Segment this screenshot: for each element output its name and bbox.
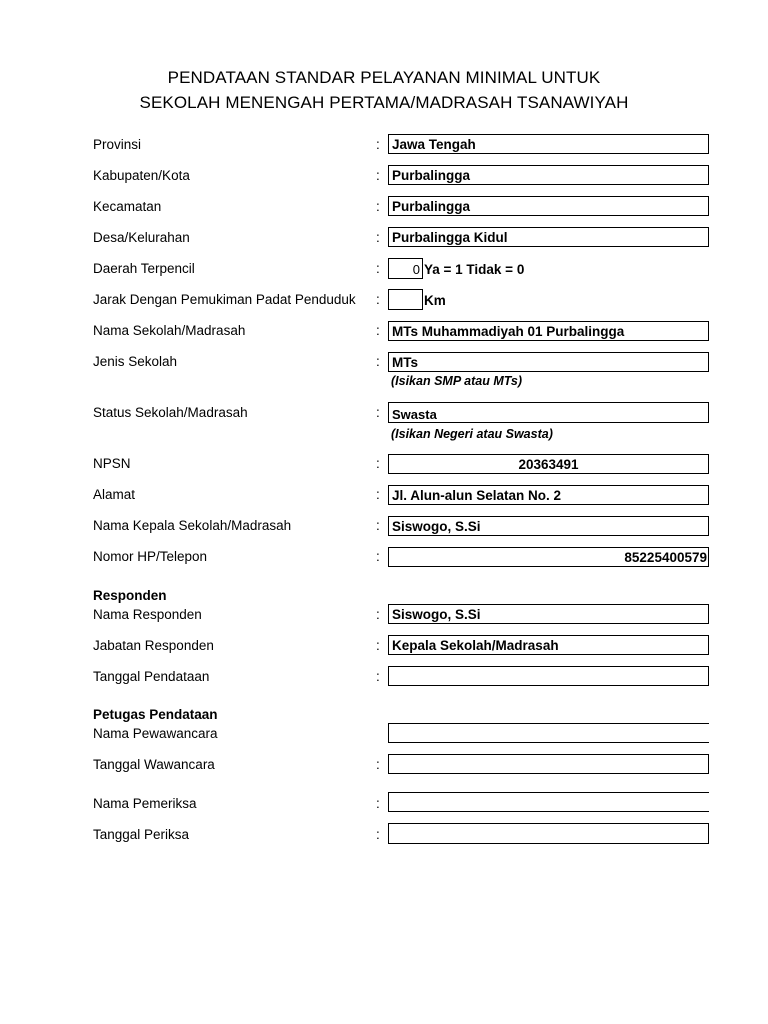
telepon-label: Nomor HP/Telepon xyxy=(93,549,208,564)
colon: : xyxy=(376,323,380,338)
responden-heading: Responden xyxy=(93,588,167,603)
terpencil-hint: Ya = 1 Tidak = 0 xyxy=(424,262,525,277)
terpencil-label: Daerah Terpencil xyxy=(93,261,195,276)
nama-pemeriksa-field[interactable] xyxy=(388,792,709,812)
tanggal-pendataan-label: Tanggal Pendataan xyxy=(93,669,210,684)
nama-responden-field[interactable]: Siswogo, S.Si xyxy=(388,604,709,624)
petugas-heading: Petugas Pendataan xyxy=(93,707,218,722)
colon: : xyxy=(376,456,380,471)
nama-responden-label: Nama Responden xyxy=(93,607,202,622)
colon: : xyxy=(376,354,380,369)
colon: : xyxy=(376,487,380,502)
kecamatan-field[interactable]: Purbalingga xyxy=(388,196,709,216)
colon: : xyxy=(376,607,380,622)
nama-sekolah-label: Nama Sekolah/Madrasah xyxy=(93,323,246,338)
tanggal-periksa-field[interactable] xyxy=(388,823,709,844)
nama-pemeriksa-label: Nama Pemeriksa xyxy=(93,796,197,811)
kabupaten-label: Kabupaten/Kota xyxy=(93,168,190,183)
colon: : xyxy=(376,230,380,245)
status-label: Status Sekolah/Madrasah xyxy=(93,405,248,420)
colon: : xyxy=(376,168,380,183)
colon: : xyxy=(376,827,380,842)
colon: : xyxy=(376,292,380,307)
jenis-label: Jenis Sekolah xyxy=(93,354,178,369)
jabatan-responden-label: Jabatan Responden xyxy=(93,638,214,653)
terpencil-field[interactable]: 0 xyxy=(388,258,423,279)
colon: : xyxy=(376,549,380,564)
tanggal-periksa-label: Tanggal Periksa xyxy=(93,827,190,842)
desa-field[interactable]: Purbalingga Kidul xyxy=(388,227,709,247)
tanggal-wawancara-label: Tanggal Wawancara xyxy=(93,757,215,772)
telepon-field[interactable]: 85225400579 xyxy=(388,547,709,567)
form-title-line-2: SEKOLAH MENENGAH PERTAMA/MADRASAH TSANAWIYAH xyxy=(139,93,629,112)
colon: : xyxy=(376,757,380,772)
desa-label: Desa/Kelurahan xyxy=(93,230,190,245)
colon: : xyxy=(376,405,380,420)
provinsi-field[interactable]: Jawa Tengah xyxy=(388,134,709,154)
tanggal-wawancara-field[interactable] xyxy=(388,754,709,774)
kabupaten-field[interactable]: Purbalingga xyxy=(388,165,709,185)
jarak-field[interactable] xyxy=(388,289,423,310)
colon: : xyxy=(376,518,380,533)
nama-pewawancara-field[interactable] xyxy=(388,723,709,743)
status-field[interactable]: Swasta xyxy=(388,402,709,423)
colon: : xyxy=(376,796,380,811)
jarak-unit: Km xyxy=(424,293,446,308)
alamat-label: Alamat xyxy=(93,487,136,502)
provinsi-label: Provinsi xyxy=(93,137,142,152)
kepala-label: Nama Kepala Sekolah/Madrasah xyxy=(93,518,292,533)
kecamatan-label: Kecamatan xyxy=(93,199,162,214)
jarak-label: Jarak Dengan Pemukiman Padat Penduduk xyxy=(93,292,356,307)
alamat-field[interactable]: Jl. Alun-alun Selatan No. 2 xyxy=(388,485,709,505)
kepala-field[interactable]: Siswogo, S.Si xyxy=(388,516,709,536)
nama-sekolah-field[interactable]: MTs Muhammadiyah 01 Purbalingga xyxy=(388,321,709,341)
colon: : xyxy=(376,199,380,214)
colon: : xyxy=(376,137,380,152)
status-note: (Isikan Negeri atau Swasta) xyxy=(391,427,553,441)
jenis-field[interactable]: MTs xyxy=(388,352,709,372)
nama-pewawancara-label: Nama Pewawancara xyxy=(93,726,218,741)
colon: : xyxy=(376,638,380,653)
npsn-field[interactable]: 20363491 xyxy=(388,454,709,474)
jabatan-responden-field[interactable]: Kepala Sekolah/Madrasah xyxy=(388,635,709,655)
form-title-line-1: PENDATAAN STANDAR PELAYANAN MINIMAL UNTUK xyxy=(167,68,601,87)
npsn-label: NPSN xyxy=(93,456,131,471)
colon: : xyxy=(376,669,380,684)
jenis-note: (Isikan SMP atau MTs) xyxy=(391,374,523,388)
colon: : xyxy=(376,261,380,276)
tanggal-pendataan-field[interactable] xyxy=(388,666,709,686)
